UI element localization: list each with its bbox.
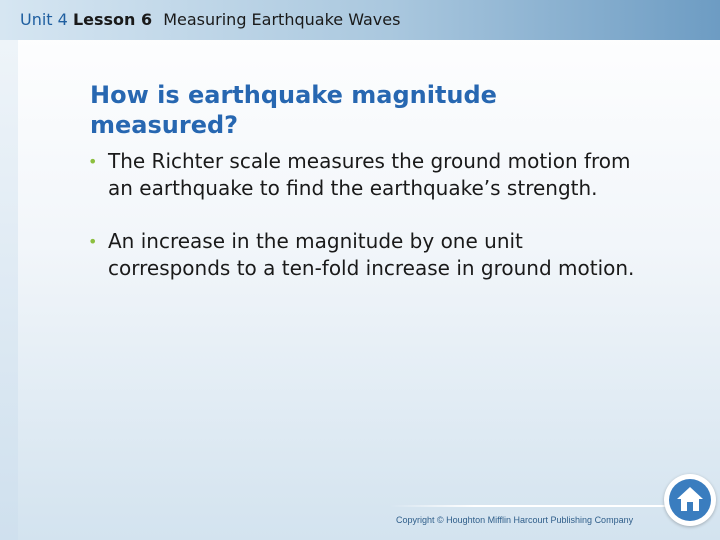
lesson-topic: Measuring Earthquake Waves [163,10,401,29]
left-decoration [0,40,18,540]
bullet-icon: • [88,232,98,251]
home-button[interactable] [664,474,716,526]
slide-title: How is earthquake magnitude measured? [90,81,497,139]
bullet-text: The Richter scale measures the ground motion from an earthquake to find the earthquake’s strength. [108,149,631,200]
lesson-header [20,10,400,29]
unit-label: Unit 4 [20,10,68,29]
bullet-text: An increase in the magnitude by one unit corresponds to a ten-fold increase in ground motion. [108,229,635,280]
bullet-list [88,148,648,308]
footer-divider [390,505,670,507]
lesson-label: Lesson 6 [72,10,153,29]
bullet-icon: • [88,152,98,171]
home-icon [664,474,716,526]
bullet-item [88,148,648,202]
copyright-text: Copyright © Houghton Mifflin Harcourt Publishing Company [396,515,634,525]
bullet-item [88,228,648,282]
